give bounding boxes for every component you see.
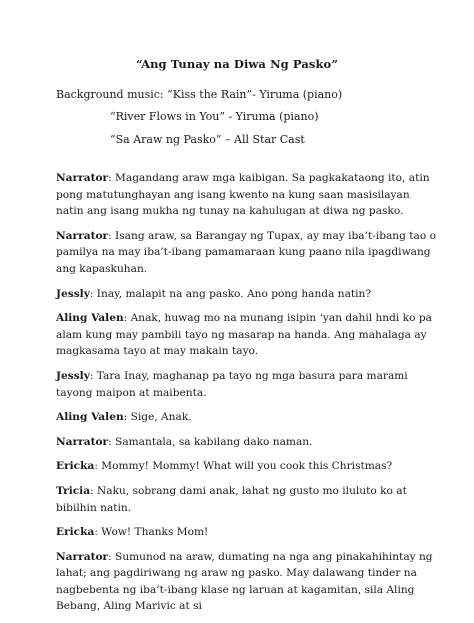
dialogue-text: : Inay, malapit na ang pasko. Ano pong handa natin? bbox=[89, 287, 372, 300]
background-music-label: Background music: bbox=[56, 88, 164, 101]
speaker-name: Aling Valen bbox=[56, 411, 124, 424]
music-song-3: “Sa Araw ng Pasko” – All Star Cast bbox=[110, 133, 305, 146]
dialogue-line bbox=[56, 368, 436, 401]
background-music-line bbox=[56, 88, 342, 101]
dialogue-text: : Wow! Thanks Mom! bbox=[94, 526, 209, 539]
dialogue-text: : Mommy! Mommy! What will you cook this Christmas? bbox=[94, 460, 393, 473]
speaker-name: Tricia bbox=[56, 484, 91, 497]
document-title: “Ang Tunay na Diwa Ng Pasko” bbox=[135, 57, 339, 71]
dialogue-text: : Anak, huwag mo na munang isipin ‘yan dahil hndi ko pa alam kung may pambili tayo ng masarap na handa. Ang mahalaga ay magkasama tayo at may makain tayo. bbox=[56, 312, 432, 358]
speaker-name: Ericka bbox=[56, 460, 95, 473]
dialogue-line bbox=[56, 524, 436, 541]
dialogue-line bbox=[56, 170, 436, 220]
speaker-name: Ericka bbox=[56, 526, 95, 539]
dialogue-line bbox=[56, 483, 436, 516]
speaker-name: Narrator bbox=[56, 229, 109, 242]
speaker-name: Narrator bbox=[56, 435, 109, 448]
dialogue-text: : Isang araw, sa Barangay ng Tupax, ay may iba’t-ibang tao o pamilya na may iba’t-ibang pamamaraan kung paano nila ipagdiwang ang kapaskuhan. bbox=[56, 229, 436, 275]
speaker-name: Narrator bbox=[56, 550, 109, 563]
dialogue-line bbox=[56, 458, 436, 475]
dialogue-line bbox=[56, 434, 436, 451]
speaker-name: Jessly bbox=[56, 369, 90, 382]
dialogue-body bbox=[56, 170, 436, 623]
speaker-name: Narrator bbox=[56, 172, 109, 184]
dialogue-text: : Naku, sobrang dami anak, lahat ng gusto mo iluluto ko at bibilhin natin. bbox=[56, 484, 407, 514]
dialogue-text: : Sumunod na araw, dumating na nga ang pinakahihintay ng lahat; ang pagdiriwang ng araw ng pasko. May dalawang tinder na nagbebenta ng iba’t-ibang klase ng laruan at kagamitan, sila Aling Bebang, Aling Marivic at si bbox=[56, 550, 433, 613]
dialogue-text: : Sige, Anak. bbox=[123, 411, 192, 424]
speaker-name: Aling Valen bbox=[56, 312, 124, 325]
dialogue-text: : Magandang araw mga kaibigan. Sa pagkakataong ito, atin pong matutunghayan ang isang kwento na kung saan masisilayan natin ang isang mukha ng tunay na kahulugan at diwa ng pasko. bbox=[56, 172, 430, 218]
music-song-1: “Kiss the Rain”- Yiruma (piano) bbox=[167, 88, 343, 101]
dialogue-line bbox=[56, 228, 436, 278]
dialogue-text: : Tara Inay, maghanap pa tayo ng mga basura para marami tayong maipon at maibenta. bbox=[56, 369, 408, 399]
dialogue-line bbox=[56, 409, 436, 426]
speaker-name: Jessly bbox=[56, 287, 90, 300]
dialogue-line bbox=[56, 286, 436, 303]
dialogue-text: : Samantala, sa kabilang dako naman. bbox=[108, 435, 313, 448]
music-song-2: “River Flows in You” - Yiruma (piano) bbox=[110, 110, 319, 123]
dialogue-line bbox=[56, 310, 436, 360]
dialogue-line bbox=[56, 549, 436, 615]
